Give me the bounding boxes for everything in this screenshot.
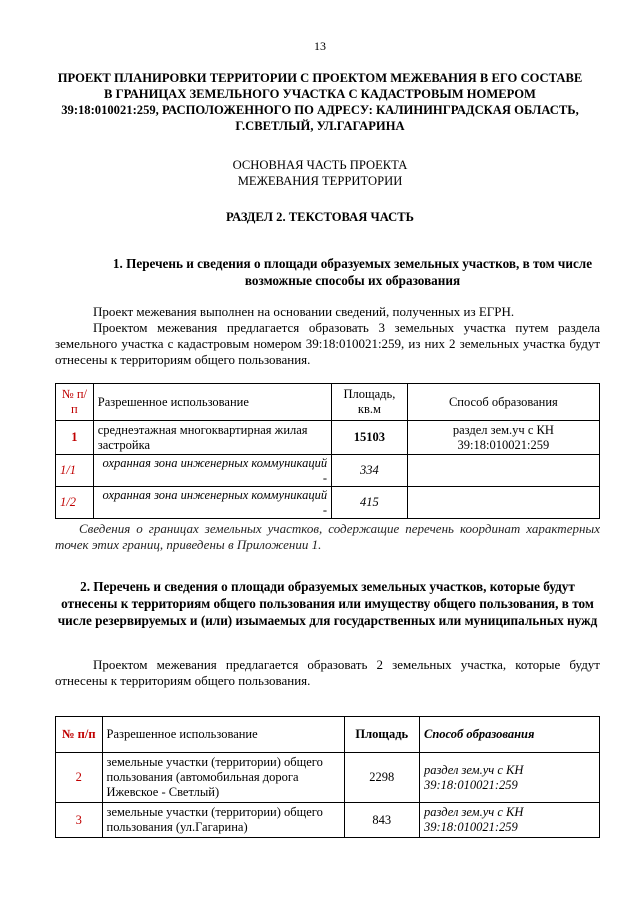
subtitle-line-2: МЕЖЕВАНИЯ ТЕРРИТОРИИ [237, 174, 403, 188]
table-1-cell-method: раздел зем.уч с КН 39:18:010021:259 [407, 421, 599, 455]
table-2-header-use: Разрешенное использование [102, 717, 344, 753]
table-2-cell-method: раздел зем.уч с КН 39:18:010021:259 [420, 803, 600, 838]
table-2-cell-area: 843 [344, 803, 419, 838]
table-1-header-row [56, 384, 600, 421]
paragraph-1 [55, 304, 600, 368]
paragraph-1-line-1: Проект межевания выполнен на основании сведений, полученных из ЕГРН. [93, 304, 515, 319]
table-2-header-method: Способ образования [420, 717, 600, 753]
table-1-cell-num: 1 [56, 421, 94, 455]
table-row [56, 803, 600, 838]
table-1-cell-use: охранная зона инженерных коммуникаций - [93, 487, 331, 519]
table-2-cell-use: земельные участки (территории) общего пользования (ул.Гагарина) [102, 803, 344, 838]
table-1-cell-use: среднеэтажная многоквартирная жилая застройка [93, 421, 331, 455]
table-1-cell-area: 334 [332, 455, 408, 487]
table-2-header-row [56, 717, 600, 753]
table-2-cell-num: 3 [56, 803, 103, 838]
table-1-cell-method [407, 455, 599, 487]
table-1-cell-use: охранная зона инженерных коммуникаций - [93, 455, 331, 487]
table-1-cell-area: 15103 [332, 421, 408, 455]
document-title: ПРОЕКТ ПЛАНИРОВКИ ТЕРРИТОРИИ С ПРОЕКТОМ МЕЖЕВАНИЯ В ЕГО СОСТАВЕ В ГРАНИЦАХ ЗЕМЕЛЬНОГО УЧАСТКА С КАДАСТРОВЫМ НОМЕРОМ 39:18:010021:259, РАСПОЛОЖЕННОГО ПО АДРЕСУ: КАЛИНИНГРАДСКАЯ ОБЛАСТЬ, Г.СВЕТЛЫЙ, УЛ.ГАГАРИНА [57, 71, 583, 133]
table-2-header-area: Площадь [344, 717, 419, 753]
note-appendix: Сведения о границах земельных участков, содержащие перечень координат характерных точек этих границ, приведены в Приложении 1. [55, 521, 600, 552]
table-row [56, 753, 600, 803]
table-2-cell-area: 2298 [344, 753, 419, 803]
table-1-header-use: Разрешенное использование [93, 384, 331, 421]
table-1-cell-num: 1/2 [56, 487, 94, 519]
table-1-header-area: Площадь, кв.м [332, 384, 408, 421]
table-1 [55, 383, 600, 519]
heading-2: 2. Перечень и сведения о площади образуемых земельных участков, которые будут отнесены к территориям общего пользования или имуществу общего пользования, в том числе резервируемых и (или) изымаемых для государственных или муниципальных нужд [57, 579, 598, 628]
table-row [56, 455, 600, 487]
table-1-cell-num: 1/1 [56, 455, 94, 487]
table-2-cell-num: 2 [56, 753, 103, 803]
table-1-header-num: № п/п [56, 384, 94, 421]
table-1-cell-area: 415 [332, 487, 408, 519]
section-title: РАЗДЕЛ 2. ТЕКСТОВАЯ ЧАСТЬ [226, 210, 414, 224]
table-2-header-num: № п/п [56, 717, 103, 753]
subtitle-line-1: ОСНОВНАЯ ЧАСТЬ ПРОЕКТА [232, 158, 408, 172]
table-1-cell-method [407, 487, 599, 519]
table-2-cell-method: раздел зем.уч с КН 39:18:010021:259 [420, 753, 600, 803]
page-number: 13 [314, 39, 326, 53]
table-2-cell-use: земельные участки (территории) общего пользования (автомобильная дорога Ижевское - Светлый) [102, 753, 344, 803]
heading-1: 1. Перечень и сведения о площади образуемых земельных участков, в том числе возможные способы их образования [112, 256, 593, 288]
table-row [56, 421, 600, 455]
table-1-header-method: Способ образования [407, 384, 599, 421]
subtitle [0, 157, 640, 189]
paragraph-2: Проектом межевания предлагается образовать 2 земельных участка, которые будут отнесены к территориям общего пользования. [55, 657, 600, 688]
paragraph-1-line-2: Проектом межевания предлагается образовать 3 земельных участка путем раздела земельного участка с кадастровым номером 39:18:010021:259, из них 2 земельных участка будут отнесены к территориям общего пользования. [55, 320, 600, 367]
table-2 [55, 716, 600, 838]
table-row [56, 487, 600, 519]
